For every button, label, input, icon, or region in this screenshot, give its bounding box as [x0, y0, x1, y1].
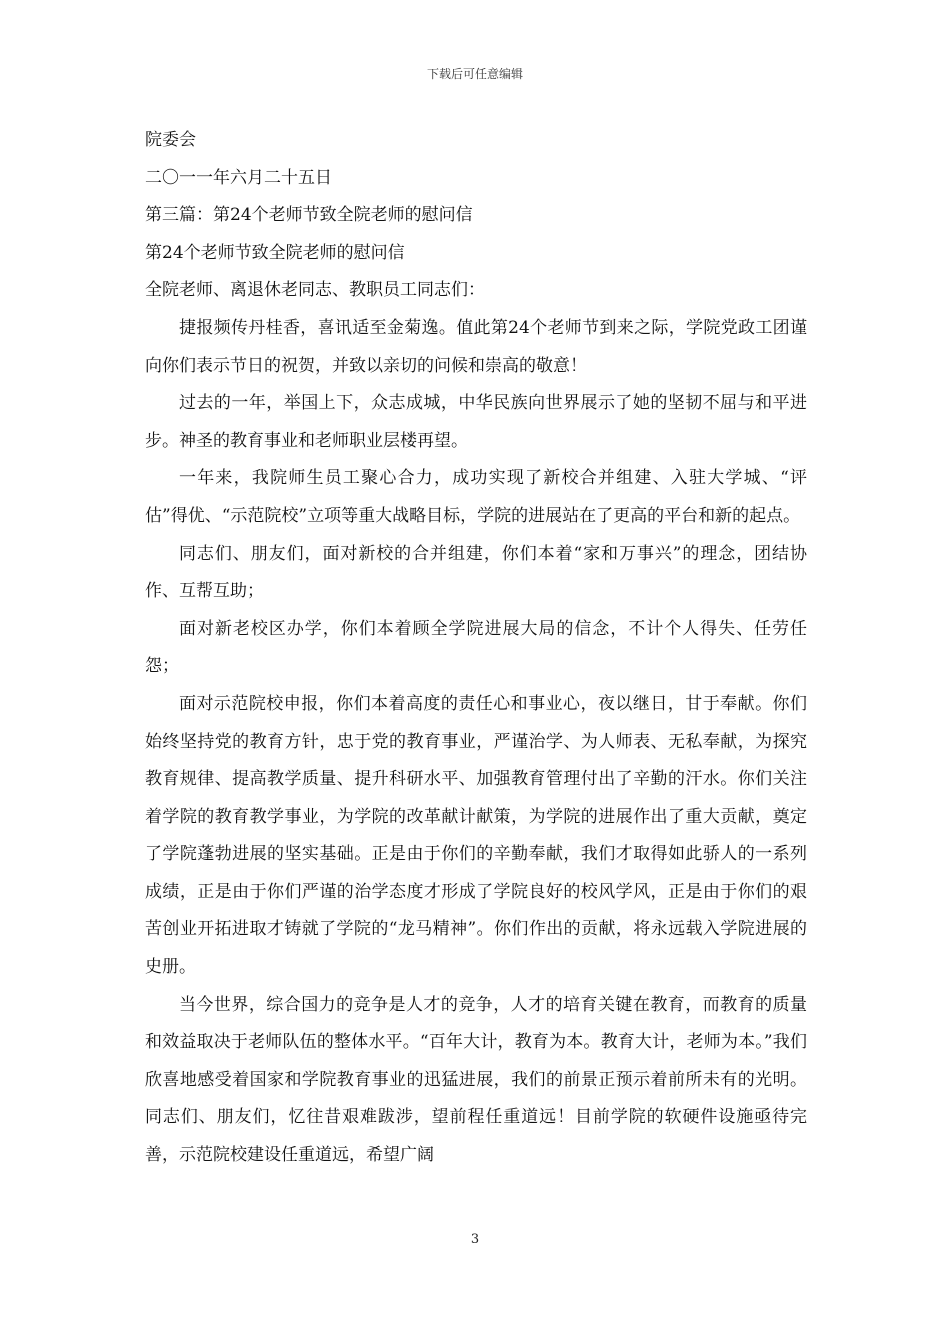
letter-title: 第24个老师节致全院老师的慰问信 [145, 242, 405, 263]
letter-salutation: 全院老师、离退休老同志、教职员工同志们： [145, 280, 485, 301]
body-paragraph: 捷报频传丹桂香，喜讯适至金菊逸。值此第24个老师节到来之际，学院党政工团谨向你们表示节日的祝贺，并致以亲切的问候和崇高的敬意！ [145, 317, 807, 376]
section-heading: 第三篇：第24个老师节致全院老师的慰问信 [145, 205, 473, 226]
document-body [145, 122, 807, 1175]
body-paragraph: 一年来，我院师生员工聚心合力，成功实现了新校合并组建、入驻大学城、“评估”得优、“示范院校”立项等重大战略目标，学院的进展站在了更高的平台和新的起点。 [145, 468, 807, 526]
page-number: 3 [470, 1232, 480, 1247]
body-paragraph: 过去的一年，举国上下，众志成城，中华民族向世界展示了她的坚韧不屈与和平进步。神圣的教育事业和老师职业层楼再望。 [145, 393, 807, 451]
body-paragraph: 面对示范院校申报，你们本着高度的责任心和事业心，夜以继日，甘于奉献。你们始终坚持党的教育方针，忠于党的教育事业，严谨治学、为人师表、无私奉献，为探究教育规律、提高教学质量、提升科研水平、加强教育管理付出了辛勤的汗水。你们关注着学院的教育教学事业，为学院的改革献计献策，为学院的进展作出了重大贡献，奠定了学院蓬勃进展的坚实基础。正是由于你们的辛勤奉献，我们才取得如此骄人的一系列成绩，正是由于你们严谨的治学态度才形成了学院良好的校风学风，正是由于你们的艰苦创业开拓进取才铸就了学院的“龙马精神”。你们作出的贡献，将永远载入学院进展的史册。 [145, 693, 807, 978]
page-header: 下载后可任意编辑 [426, 67, 523, 81]
signature-date: 二〇一一年六月二十五日 [145, 167, 332, 188]
signature-committee: 院委会 [145, 130, 196, 150]
body-paragraph: 当今世界，综合国力的竞争是人才的竞争，人才的培育关键在教育，而教育的质量和效益取决于老师队伍的整体水平。“百年大计，教育为本。教育大计，老师为本。”我们欣喜地感受着国家和学院教育事业的迅猛进展，我们的前景正预示着前所未有的光明。同志们、朋友们，忆往昔艰难跋涉，望前程任重道远！目前学院的软硬件设施亟待完善，示范院校建设任重道远，希望广阔 [145, 994, 807, 1166]
body-paragraph: 同志们、朋友们，面对新校的合并组建，你们本着“家和万事兴”的理念，团结协作、互帮互助； [145, 543, 807, 602]
body-paragraph: 面对新老校区办学，你们本着顾全学院进展大局的信念，不计个人得失、任劳任怨； [145, 618, 807, 677]
